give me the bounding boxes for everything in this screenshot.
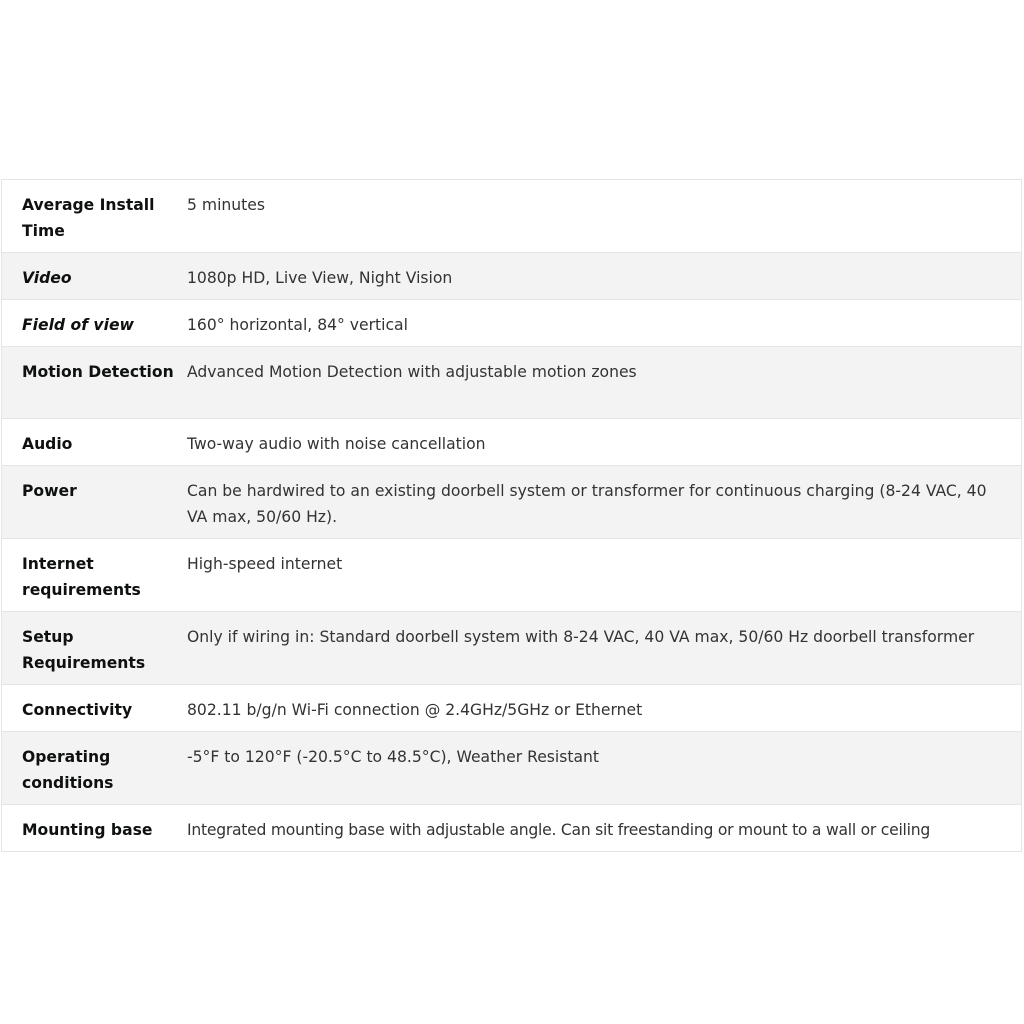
spec-row-power	[2, 466, 1022, 539]
spec-label: Power	[22, 482, 77, 500]
spec-row-audio	[2, 419, 1022, 466]
spec-row-average-install-time	[2, 180, 1022, 253]
spec-label: Mounting base	[22, 821, 153, 839]
spec-row-mounting-base	[2, 805, 1022, 852]
spec-row-connectivity	[2, 685, 1022, 732]
spec-label: Internet requirements	[22, 555, 141, 599]
spec-value: Advanced Motion Detection with adjustable motion zones	[187, 363, 637, 381]
spec-row-setup-requirements	[2, 612, 1022, 685]
spec-row-motion-detection	[2, 347, 1022, 419]
spec-value: Integrated mounting base with adjustable angle. Can sit freestanding or mount to a wall or ceiling	[187, 821, 930, 839]
spec-label: Setup Requirements	[22, 628, 146, 672]
product-spec-table	[1, 179, 1022, 852]
spec-value: -5°F to 120°F (-20.5°C to 48.5°C), Weather Resistant	[187, 748, 600, 766]
spec-value: 5 minutes	[187, 196, 265, 214]
spec-label: Motion Detection	[22, 363, 174, 381]
spec-row-internet-requirements	[2, 539, 1022, 612]
spec-label: Audio	[22, 435, 73, 453]
spec-label: Video	[22, 269, 72, 287]
spec-value: Only if wiring in: Standard doorbell system with 8-24 VAC, 40 VA max, 50/60 Hz doorbell transformer	[187, 628, 975, 646]
spec-value: High-speed internet	[187, 555, 343, 573]
spec-label: Operating conditions	[22, 748, 114, 792]
spec-row-field-of-view	[2, 300, 1022, 347]
spec-row-video	[2, 253, 1022, 300]
spec-value: 1080p HD, Live View, Night Vision	[187, 269, 453, 287]
spec-value: Can be hardwired to an existing doorbell system or transformer for continuous charging (8-24 VAC, 40 VA max, 50/60 Hz).	[187, 482, 987, 526]
spec-label: Field of view	[22, 316, 134, 334]
spec-value: 160° horizontal, 84° vertical	[187, 316, 408, 334]
spec-value: 802.11 b/g/n Wi-Fi connection @ 2.4GHz/5GHz or Ethernet	[187, 701, 643, 719]
spec-label: Average Install Time	[22, 196, 155, 240]
spec-label: Connectivity	[22, 701, 133, 719]
spec-row-operating-conditions	[2, 732, 1022, 805]
spec-value: Two-way audio with noise cancellation	[187, 435, 486, 453]
